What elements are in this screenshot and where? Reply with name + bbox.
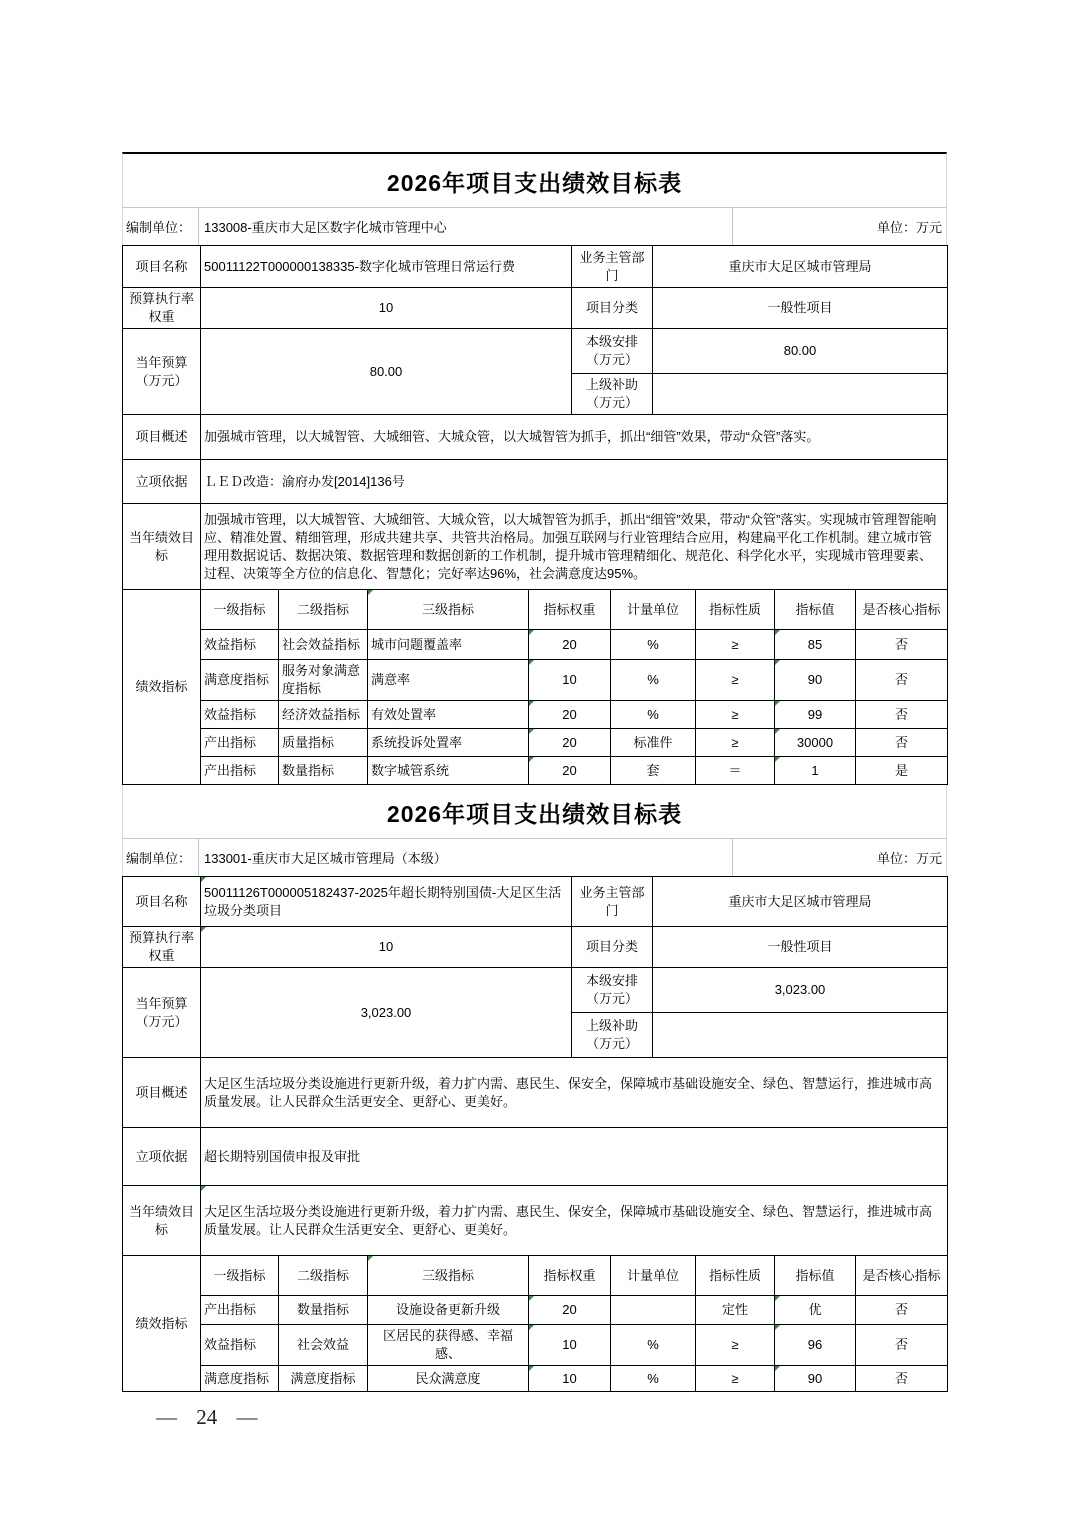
cell-nature: ≥ bbox=[696, 729, 775, 757]
cell-level3: 满意率 bbox=[368, 660, 529, 701]
prepared-by-label: 编制单位： bbox=[123, 839, 199, 876]
cell-value: 96 bbox=[775, 1325, 856, 1366]
goal-value: 大足区生活垃圾分类设施进行更新升级，着力扩内需、惠民生、保安全，保障城市基础设施安全、绿色、智慧运行，推进城市高质量发展。让人民群众生活更安全、更舒心、更美好。 bbox=[201, 1186, 948, 1256]
cell-nature: ≥ bbox=[696, 660, 775, 701]
subsidy-label: 上级补助（万元） bbox=[572, 1013, 653, 1058]
overview-label: 项目概述 bbox=[123, 1058, 201, 1128]
cell-unit: % bbox=[611, 1325, 696, 1366]
indicator-row bbox=[123, 630, 948, 660]
header-level3: 三级指标 bbox=[368, 1256, 529, 1296]
cell-weight: 20 bbox=[529, 757, 611, 785]
cell-unit: % bbox=[611, 630, 696, 660]
row-annual-budget bbox=[123, 329, 948, 374]
header-core: 是否核心指标 bbox=[856, 590, 948, 630]
exec-weight-label: 预算执行率权重 bbox=[123, 288, 201, 329]
indicators-header-row bbox=[123, 1256, 948, 1296]
basis-value: ＬＥＤ改造：渝府办发[2014]136号 bbox=[201, 460, 948, 504]
overview-label: 项目概述 bbox=[123, 415, 201, 460]
header-level1: 一级指标 bbox=[201, 590, 279, 630]
cell-value: 30000 bbox=[775, 729, 856, 757]
cell-nature: 定性 bbox=[696, 1296, 775, 1325]
row-basis bbox=[123, 460, 948, 504]
cell-value: 1 bbox=[775, 757, 856, 785]
indicator-row bbox=[123, 729, 948, 757]
report-title: 2026年项目支出绩效目标表 bbox=[122, 152, 947, 207]
indicator-row bbox=[123, 701, 948, 729]
prepared-by-value: 133008-重庆市大足区数字化城市管理中心 bbox=[199, 208, 733, 245]
cell-level1: 产出指标 bbox=[201, 729, 279, 757]
cell-level3: 区居民的获得感、幸福感、 bbox=[368, 1325, 529, 1366]
category-value: 一般性项目 bbox=[653, 288, 948, 329]
cell-weight: 20 bbox=[529, 1296, 611, 1325]
meta-row bbox=[122, 838, 947, 876]
cell-nature: ≥ bbox=[696, 630, 775, 660]
cell-nature: ≥ bbox=[696, 1366, 775, 1392]
unit-note: 单位：万元 bbox=[876, 851, 942, 866]
cell-weight: 20 bbox=[529, 701, 611, 729]
cell-weight: 10 bbox=[529, 1325, 611, 1366]
header-nature: 指标性质 bbox=[696, 1256, 775, 1296]
cell-value: 优 bbox=[775, 1296, 856, 1325]
project-name-value: 50011122T000000138335-数字化城市管理日常运行费 bbox=[201, 246, 572, 288]
cell-core: 否 bbox=[856, 1366, 948, 1392]
prepared-by-value: 133001-重庆市大足区城市管理局（本级） bbox=[199, 839, 733, 876]
cell-level1: 产出指标 bbox=[201, 1296, 279, 1325]
project-name-label: 项目名称 bbox=[123, 877, 201, 927]
cell-level2: 服务对象满意度指标 bbox=[279, 660, 368, 701]
indicators-group-label: 绩效指标 bbox=[123, 590, 201, 785]
indicator-row bbox=[123, 1366, 948, 1392]
goal-value: 加强城市管理，以大城智管、大城细管、大城众管，以大城智管为抓手，抓出“细管”效果，带动“众管”落实。实现城市管理智能响应、精准处置、精细管理，形成共建共享、共管共治格局。加强互联网与行业管理结合应用，构建扁平化工作机制。建立城市管理用数据说话、数据决策、数据管理和数据创新的工作机制，提升城市管理精细化、规范化、科学化水平，实现城市管理要素、过程、决策等全方位的信息化、智慧化；完好率达96%，社会满意度达95%。 bbox=[201, 504, 948, 590]
report-title: 2026年项目支出绩效目标表 bbox=[122, 785, 947, 838]
indicator-row bbox=[123, 757, 948, 785]
dept-value: 重庆市大足区城市管理局 bbox=[653, 877, 948, 927]
cell-level2: 数量指标 bbox=[279, 757, 368, 785]
cell-core: 否 bbox=[856, 660, 948, 701]
annual-budget-label: 当年预算（万元） bbox=[123, 329, 201, 415]
cell-level3: 城市问题覆盖率 bbox=[368, 630, 529, 660]
overview-value: 加强城市管理，以大城智管、大城细管、大城众管，以大城智管为抓手，抓出“细管”效果，带动“众管”落实。 bbox=[201, 415, 948, 460]
cell-weight: 20 bbox=[529, 630, 611, 660]
cell-unit: 套 bbox=[611, 757, 696, 785]
cell-value: 90 bbox=[775, 1366, 856, 1392]
meta-row bbox=[122, 207, 947, 245]
basis-label: 立项依据 bbox=[123, 460, 201, 504]
indicator-row bbox=[123, 1296, 948, 1325]
cell-unit: % bbox=[611, 701, 696, 729]
cell-weight: 10 bbox=[529, 660, 611, 701]
header-weight: 指标权重 bbox=[529, 590, 611, 630]
row-overview bbox=[123, 415, 948, 460]
category-value: 一般性项目 bbox=[653, 927, 948, 968]
cell-level3: 民众满意度 bbox=[368, 1366, 529, 1392]
cell-level1: 产出指标 bbox=[201, 757, 279, 785]
dept-label: 业务主管部门 bbox=[572, 246, 653, 288]
header-value: 指标值 bbox=[775, 590, 856, 630]
header-core: 是否核心指标 bbox=[856, 1256, 948, 1296]
project-info-table bbox=[122, 876, 948, 1256]
overview-value: 大足区生活垃圾分类设施进行更新升级，着力扩内需、惠民生、保安全，保障城市基础设施安全、绿色、智慧运行，推进城市高质量发展。让人民群众生活更安全、更舒心、更美好。 bbox=[201, 1058, 948, 1128]
cell-core: 否 bbox=[856, 729, 948, 757]
exec-weight-value: 10 bbox=[201, 288, 572, 329]
cell-level1: 满意度指标 bbox=[201, 1366, 279, 1392]
goal-label: 当年绩效目标 bbox=[123, 504, 201, 590]
cell-level1: 效益指标 bbox=[201, 701, 279, 729]
cell-unit: 标准件 bbox=[611, 729, 696, 757]
project-name-value: 50011126T000005182437-2025年超长期特别国债-大足区生活垃圾分类项目 bbox=[201, 877, 572, 927]
cell-level1: 效益指标 bbox=[201, 1325, 279, 1366]
subsidy-value bbox=[653, 1013, 948, 1058]
row-project-name bbox=[123, 246, 948, 288]
header-unit: 计量单位 bbox=[611, 590, 696, 630]
performance-report-2 bbox=[122, 785, 947, 1392]
header-unit: 计量单位 bbox=[611, 1256, 696, 1296]
cell-weight: 20 bbox=[529, 729, 611, 757]
row-goal bbox=[123, 1186, 948, 1256]
row-project-name bbox=[123, 877, 948, 927]
row-exec-weight bbox=[123, 927, 948, 968]
row-basis bbox=[123, 1128, 948, 1186]
performance-report-1 bbox=[122, 152, 947, 785]
subsidy-value bbox=[653, 374, 948, 415]
header-level2: 二级指标 bbox=[279, 590, 368, 630]
project-info-table bbox=[122, 245, 948, 590]
cell-level3: 系统投诉处置率 bbox=[368, 729, 529, 757]
header-level1: 一级指标 bbox=[201, 1256, 279, 1296]
row-annual-budget bbox=[123, 968, 948, 1013]
page-number: — 24 — bbox=[156, 1405, 258, 1429]
goal-label: 当年绩效目标 bbox=[123, 1186, 201, 1256]
cell-level2: 质量指标 bbox=[279, 729, 368, 757]
indicator-row bbox=[123, 660, 948, 701]
indicator-row bbox=[123, 1325, 948, 1366]
cell-level2: 社会效益 bbox=[279, 1325, 368, 1366]
row-overview bbox=[123, 1058, 948, 1128]
exec-weight-value: 10 bbox=[201, 927, 572, 968]
page-content bbox=[122, 152, 947, 1392]
cell-nature: ＝ bbox=[696, 757, 775, 785]
indicators-header-row bbox=[123, 590, 948, 630]
cell-level3: 有效处置率 bbox=[368, 701, 529, 729]
cell-level2: 数量指标 bbox=[279, 1296, 368, 1325]
header-value: 指标值 bbox=[775, 1256, 856, 1296]
cell-value: 90 bbox=[775, 660, 856, 701]
dept-value: 重庆市大足区城市管理局 bbox=[653, 246, 948, 288]
annual-budget-value: 3,023.00 bbox=[201, 968, 572, 1058]
row-goal bbox=[123, 504, 948, 590]
header-level2: 二级指标 bbox=[279, 1256, 368, 1296]
cell-level2: 社会效益指标 bbox=[279, 630, 368, 660]
header-nature: 指标性质 bbox=[696, 590, 775, 630]
cell-core: 否 bbox=[856, 1296, 948, 1325]
indicators-table bbox=[122, 589, 948, 785]
cell-core: 否 bbox=[856, 701, 948, 729]
project-name-label: 项目名称 bbox=[123, 246, 201, 288]
row-exec-weight bbox=[123, 288, 948, 329]
cell-weight: 10 bbox=[529, 1366, 611, 1392]
cell-level3: 数字城管系统 bbox=[368, 757, 529, 785]
cell-level2: 经济效益指标 bbox=[279, 701, 368, 729]
cell-value: 99 bbox=[775, 701, 856, 729]
annual-budget-label: 当年预算（万元） bbox=[123, 968, 201, 1058]
cell-unit: % bbox=[611, 1366, 696, 1392]
cell-unit bbox=[611, 1296, 696, 1325]
cell-level1: 满意度指标 bbox=[201, 660, 279, 701]
basis-label: 立项依据 bbox=[123, 1128, 201, 1186]
basis-value: 超长期特别国债申报及审批 bbox=[201, 1128, 948, 1186]
cell-core: 是 bbox=[856, 757, 948, 785]
cell-level1: 效益指标 bbox=[201, 630, 279, 660]
local-arrange-value: 3,023.00 bbox=[653, 968, 948, 1013]
annual-budget-value: 80.00 bbox=[201, 329, 572, 415]
cell-nature: ≥ bbox=[696, 701, 775, 729]
cell-core: 否 bbox=[856, 630, 948, 660]
category-label: 项目分类 bbox=[572, 927, 653, 968]
header-weight: 指标权重 bbox=[529, 1256, 611, 1296]
indicators-table bbox=[122, 1255, 948, 1392]
local-arrange-label: 本级安排（万元） bbox=[572, 968, 653, 1013]
cell-unit: % bbox=[611, 660, 696, 701]
header-level3: 三级指标 bbox=[368, 590, 529, 630]
cell-level3: 设施设备更新升级 bbox=[368, 1296, 529, 1325]
prepared-by-label: 编制单位： bbox=[123, 208, 199, 245]
subsidy-label: 上级补助（万元） bbox=[572, 374, 653, 415]
cell-nature: ≥ bbox=[696, 1325, 775, 1366]
cell-level2: 满意度指标 bbox=[279, 1366, 368, 1392]
local-arrange-label: 本级安排（万元） bbox=[572, 329, 653, 374]
category-label: 项目分类 bbox=[572, 288, 653, 329]
cell-core: 否 bbox=[856, 1325, 948, 1366]
unit-note: 单位：万元 bbox=[876, 220, 942, 235]
cell-value: 85 bbox=[775, 630, 856, 660]
dept-label: 业务主管部门 bbox=[572, 877, 653, 927]
local-arrange-value: 80.00 bbox=[653, 329, 948, 374]
indicators-group-label: 绩效指标 bbox=[123, 1256, 201, 1392]
exec-weight-label: 预算执行率权重 bbox=[123, 927, 201, 968]
